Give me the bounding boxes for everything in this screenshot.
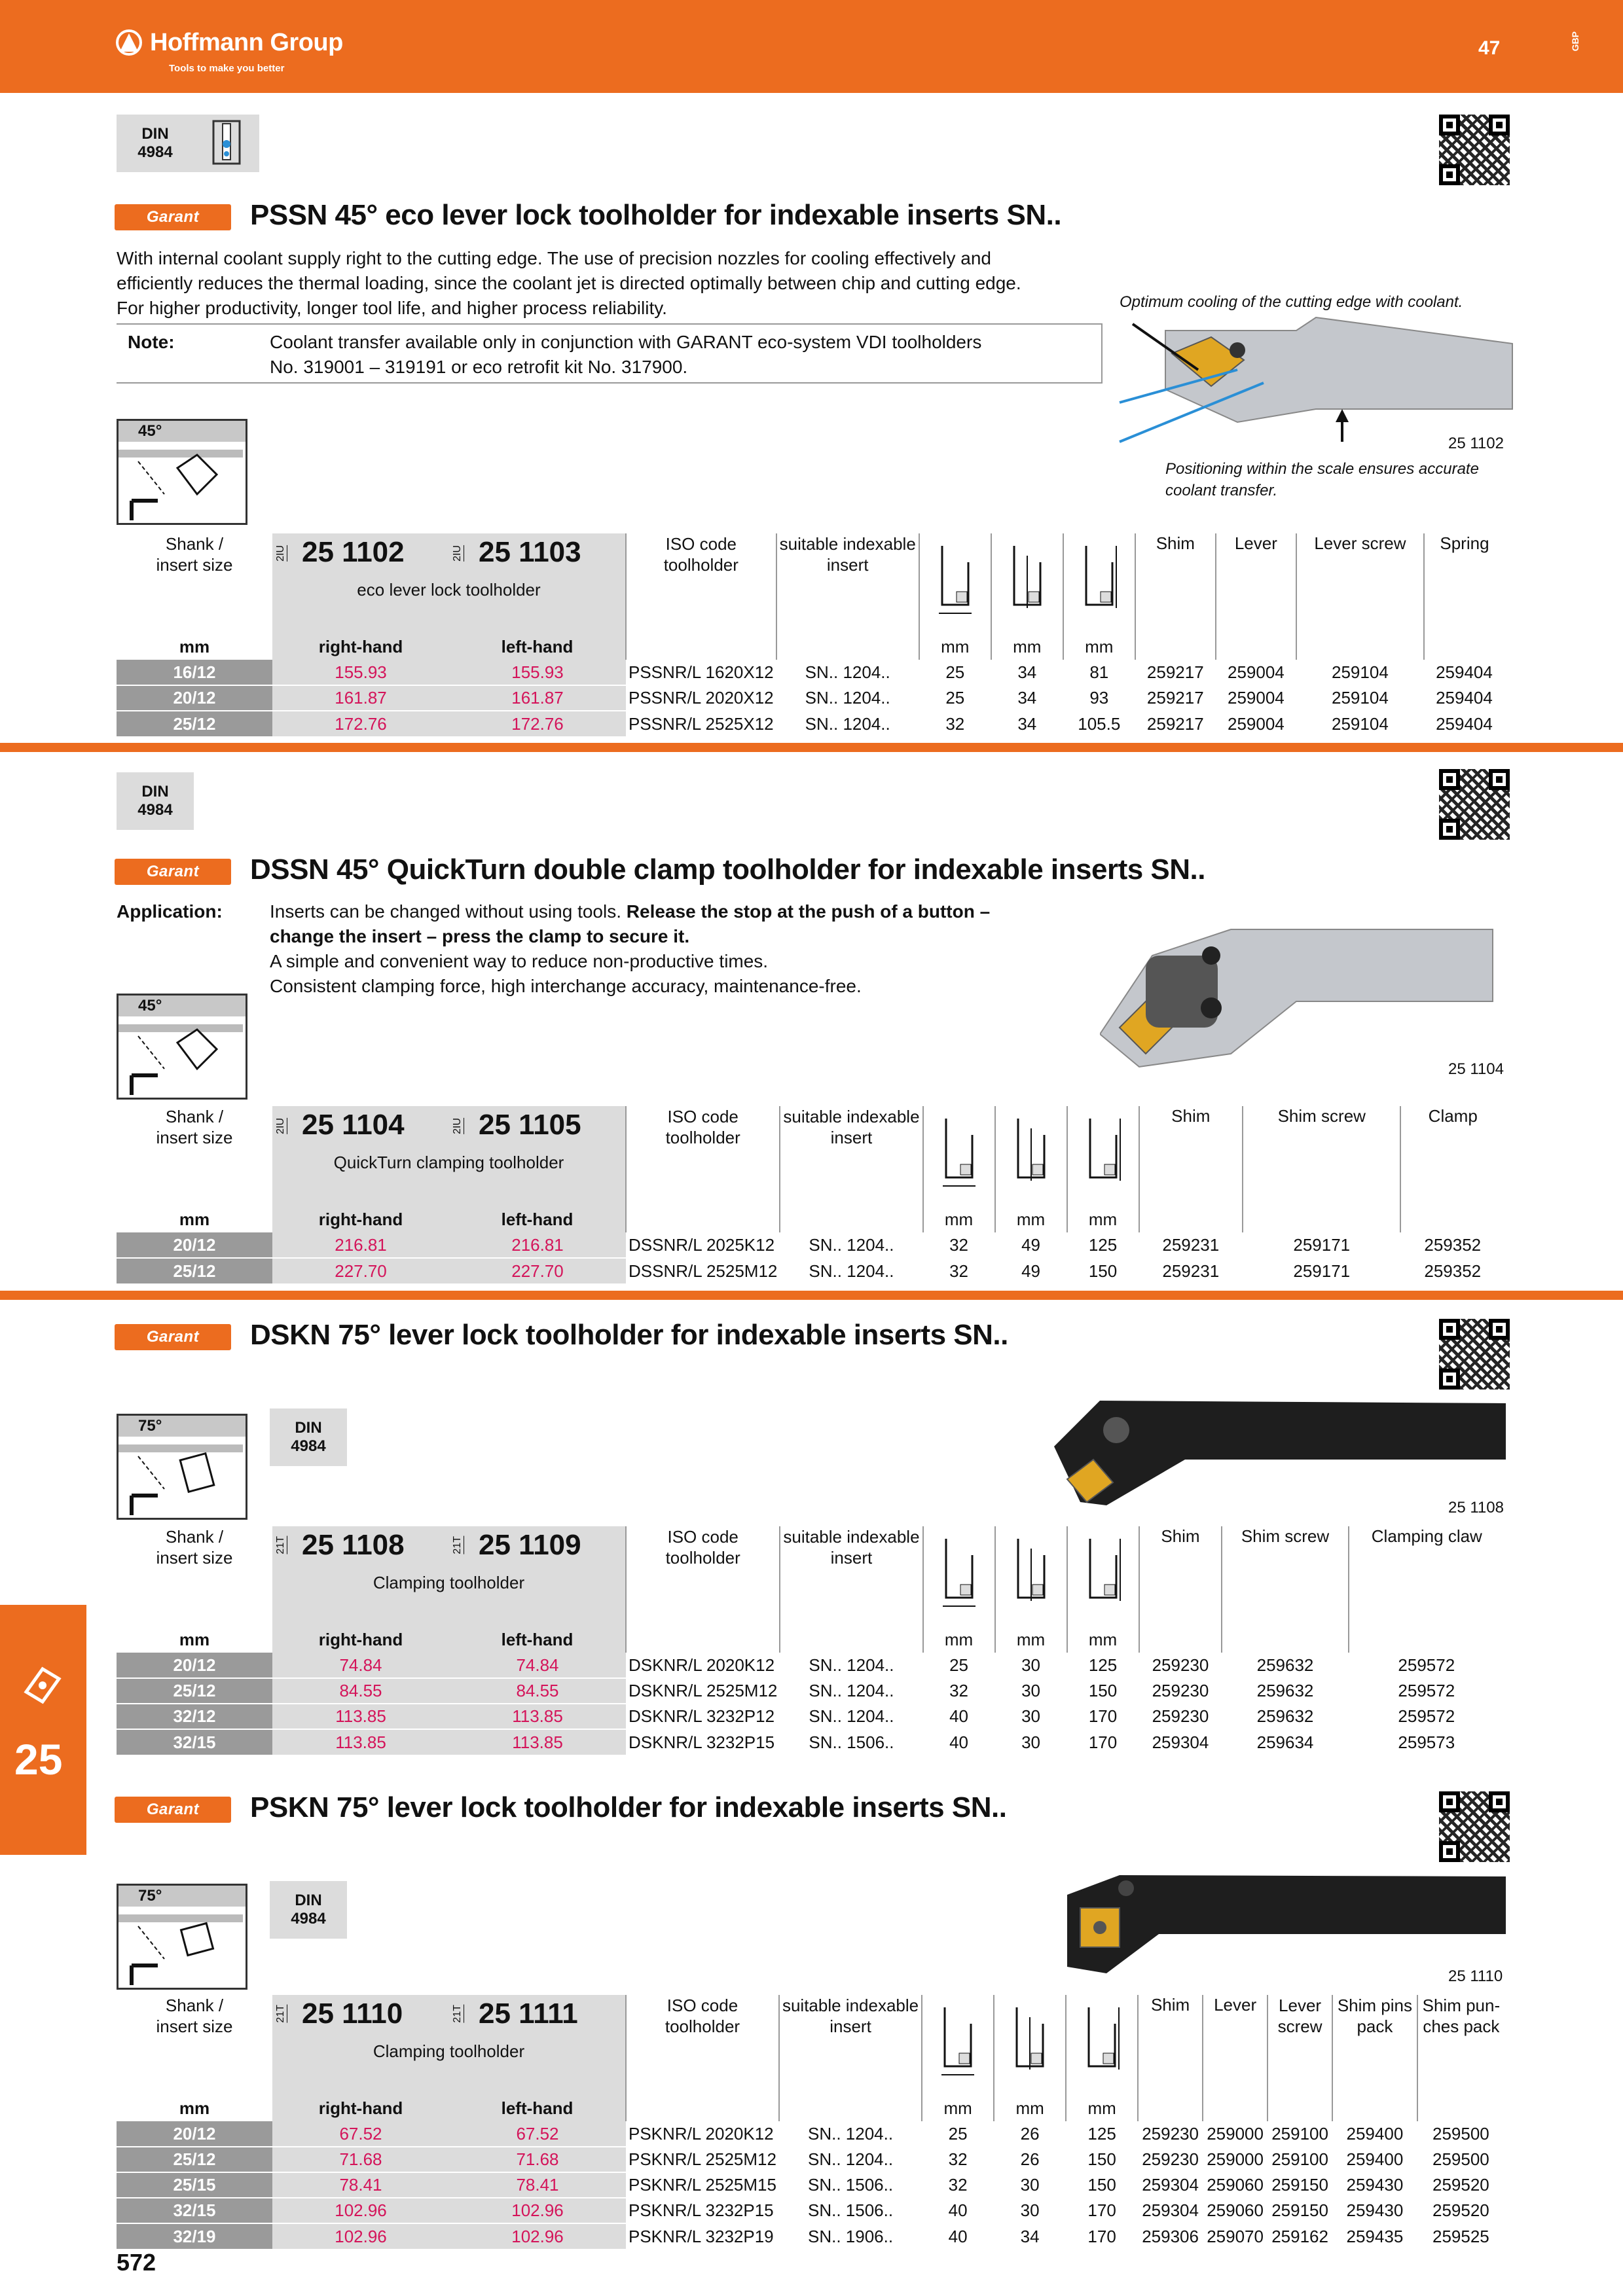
dim-icon-3 [1066,1995,1138,2096]
brand-tagline: Tools to make you better [169,63,285,74]
page-number: 572 [117,2249,156,2276]
angle-diagram [117,1884,247,1990]
table-row[interactable]: 32/15 113.85 113.85 DSKNR/L 3232P15 SN.. 1506.. 40 30 170 259304 259634 259573 [117,1729,1504,1755]
turning-insert-icon [20,1662,65,1708]
chapter-tab[interactable] [0,1605,86,1855]
article-2: 21T 25 1109 [449,1526,626,1564]
approach-angle-icon [119,442,246,523]
garant-badge: Garant [115,204,231,230]
right-hand-label: right-hand [272,634,449,660]
section-title: PSKN 75° lever lock toolholder for indexable inserts SN.. [250,1791,1007,1823]
section-separator [0,1291,1623,1300]
table-row[interactable]: 25/15 78.41 78.41 PSKNR/L 2525M15 SN.. 1506.. 32 30 150 259304 259060 259150 259430 259520 [117,2172,1504,2198]
garant-badge: Garant [115,1324,231,1350]
application-label: Application: [117,901,223,922]
image-caption-bottom: Positioning within the scale ensures accurate coolant transfer. [1165,460,1479,499]
col-lever: Lever [1216,533,1296,634]
article-1: 21T 25 1110 [272,1995,449,2033]
spec-table: Shank / insert size 21T 25 1108 21T 25 1109 ISO code toolholder suitable indexable insert Shim Shim screw Clamping claw Clamping toolholder mm right-hand left-hand mm mm mm 20/12 74.84 74.84 DSKNR/L 2020K12 SN.. 1204.. 25 30 125 259230 259632 259572 25/12 84.55 84.55 DSKNR/L 2525M12 SN.. 1204.. 32 30 150 259230 259632 259572 32/12 113.85 113.85 DSKNR/L 3232P12 SN.. 1204.. 40 30 170 259230 259632 259572 32/15 113.85 113.85 DSKNR/L 3232P15 SN.. 1506.. 40 30 170 259304 259634 259573 [117,1526,1504,1755]
approach-angle-icon [119,1907,246,1988]
language-code: GBP [1570,31,1580,52]
section-title: DSSN 45° QuickTurn double clamp toolholder for indexable inserts SN.. [250,853,1205,886]
spec-table: Shank / insert size 2IU 25 1104 2IU 25 1105 ISO code toolholder suitable indexable insert Shim Shim screw Clamp QuickTurn clamping toolholder mm right-hand left-hand mm mm mm 20/12 216.81 216.81 DSSNR/L 2025K12 SN.. 1204.. 32 49 125 259231 259171 259352 25/12 227.70 227.70 DSSNR/L 2525M12 SN.. 1204.. 32 49 150 259231 259171 259352 [117,1106,1504,1283]
chapter-number: 25 [14,1735,63,1784]
angle-diagram [117,419,247,525]
table-row[interactable]: 20/12 67.52 67.52 PSKNR/L 2020K12 SN.. 1204.. 25 26 125 259230 259000 259100 259400 259500 [117,2121,1504,2147]
angle-label: 45° [119,996,246,1016]
left-hand-label: left-hand [449,634,626,660]
din-badge: DIN 4984 [117,772,194,830]
table-row[interactable]: 20/12 74.84 74.84 DSKNR/L 2020K12 SN.. 1204.. 25 30 125 259230 259632 259572 [117,1653,1504,1678]
article-1: 2IU 25 1104 [272,1106,449,1144]
qr-code-icon[interactable] [1439,1319,1510,1390]
image-ref: 25 1110 [1448,1967,1503,1985]
din-badge: DIN 4984 [270,1881,347,1939]
approach-angle-icon [119,1016,246,1098]
angle-label: 75° [119,1416,246,1437]
col-insert: suitable indexable insert [776,533,919,634]
article-1: 21T 25 1108 [272,1526,449,1564]
dim-icon-1 [919,533,991,634]
image-ref: 25 1108 [1448,1499,1504,1516]
spec-table: Shank / insert size 2IU 25 1102 2IU 25 1103 ISO code toolholder suitable indexable insert Shim Lever Lever screw Spring eco lever lock toolholder mm right-hand left-hand mm mm mm 16/12 155.93 155.93 PSSNR/L 1620X12 SN.. 1204.. 25 34 81 259217 259004 259104 259404 20/12 161.87 161.87 PSSNR/L 2020X12 SN.. 1204.. 25 34 93 259217 259004 259104 259404 25/12 172.76 172.76 PSSNR/L 2525X12 SN.. 1204.. 32 34 105.5 259217 259004 259104 259404 [117,533,1504,736]
qr-code-icon[interactable] [1439,115,1510,185]
note-text: Coolant transfer available only in conjunction with GARANT eco-system VDI toolholders No. 319001 – 319191 or eco retrofit kit No. 317900. [270,332,982,377]
dim-icon-2 [995,1106,1067,1207]
angle-label: 45° [119,421,246,442]
article-description: QuickTurn clamping toolholder [272,1144,626,1181]
coolant-icon [194,115,259,172]
unit-mm: mm [179,637,210,656]
brand-logo[interactable] [115,20,343,65]
application-text: Inserts can be changed without using tools. Release the stop at the push of a button – change the insert – press the clamp to secure it. A simple and convenient way to reduce non-productive times. Consistent clamping force, high interchange accuracy, maintenance-free. [270,901,991,996]
table-row[interactable]: 25/12 227.70 227.70 DSSNR/L 2525M12 SN.. 1204.. 32 49 150 259231 259171 259352 [117,1258,1504,1283]
article-2: 2IU 25 1103 [449,533,626,571]
garant-badge: Garant [115,859,231,885]
qr-code-icon[interactable] [1439,1791,1510,1862]
angle-diagram [117,1414,247,1520]
dim-icon-1 [922,1995,994,2096]
section-title: DSKN 75° lever lock toolholder for indexable inserts SN.. [250,1319,1008,1351]
dim-icon-1 [923,1526,995,1627]
dim-icon-3 [1067,1526,1139,1627]
section-separator [0,743,1623,752]
table-row[interactable]: 20/12 216.81 216.81 DSSNR/L 2025K12 SN.. 1204.. 32 49 125 259231 259171 259352 [117,1232,1504,1258]
section-description: With internal coolant supply right to the cutting edge. The use of precision nozzles for cooling effectively and efficiently reduces the thermal loading, since the coolant jet is directed optimally between chip and cutting edge. For higher productivity, longer tool life, and higher process reliability. [117,248,1021,318]
dim-icon-3 [1067,1106,1139,1207]
image-caption-top: Optimum cooling of the cutting edge with coolant. [1120,293,1463,311]
article-description: eco lever lock toolholder [272,571,626,608]
article-description: Clamping toolholder [272,1564,626,1601]
brand-name: Hoffmann Group [150,28,343,56]
product-image-pskn [1054,1869,1506,1980]
col-shim: Shim [1135,533,1216,634]
article-description: Clamping toolholder [272,2033,626,2070]
article-2: 2IU 25 1105 [449,1106,626,1144]
table-row[interactable]: 32/15 102.96 102.96 PSKNR/L 3232P15 SN.. 1506.. 40 30 170 259304 259060 259150 259430 259520 [117,2198,1504,2223]
qr-code-icon[interactable] [1439,769,1510,840]
table-row[interactable]: 32/12 113.85 113.85 DSKNR/L 3232P12 SN.. 1204.. 40 30 170 259230 259632 259572 [117,1704,1504,1729]
angle-label: 75° [119,1886,246,1907]
note-label: Note: [128,332,175,352]
hoffmann-logo-icon [115,28,143,57]
col-spring: Spring [1424,533,1504,634]
article-2: 21T 25 1111 [449,1995,626,2033]
angle-diagram [117,994,247,1100]
dim-icon-2 [994,1995,1066,2096]
catalog-page-ref: 47 [1478,37,1501,59]
col-iso: ISO code toolholder [626,533,776,634]
dim-icon-2 [995,1526,1067,1627]
product-image-dskn [1054,1394,1506,1505]
product-image-dssn [1100,916,1506,1073]
din-badge: DIN 4984 [117,115,194,172]
table-row[interactable]: 25/12 84.55 84.55 DSKNR/L 2525M12 SN.. 1204.. 32 30 150 259230 259632 259572 [117,1678,1504,1704]
table-row[interactable]: 16/12 155.93 155.93 PSSNR/L 1620X12 SN.. 1204.. 25 34 81 259217 259004 259104 259404 [117,660,1504,685]
article-1: 2IU 25 1102 [272,533,449,571]
table-row[interactable]: 32/19 102.96 102.96 PSKNR/L 3232P19 SN.. 1906.. 40 34 170 259306 259070 259162 259435 259525 [117,2223,1504,2249]
image-ref: 25 1104 [1448,1060,1504,1078]
dim-icon-2 [991,533,1063,634]
col-lever-screw: Lever screw [1296,533,1424,634]
dim-icon-3 [1063,533,1135,634]
dim-icon-1 [923,1106,995,1207]
section-title: PSSN 45° eco lever lock toolholder for indexable inserts SN.. [250,199,1062,231]
col-shank: Shank / insert size [156,534,233,575]
spec-table: Shank / insert size 21T 25 1110 21T 25 1111 ISO code toolholder suitable indexable insert Shim Lever Lever screw Shim pins pack Shim pun- ches pack Clamping toolholder mm right-hand left-hand mm mm mm 20/12 67.52 67.52 PSKNR/L 2020K12 SN.. 1204.. 25 26 125 259230 259000 259100 259400 259500 25/12 71.68 71.68 PSKNR/L 2525M12 SN.. 1204.. 32 26 150 259230 259000 259100 259400 259500 25/15 78.41 78.41 PSKNR/L 2525M15 SN.. 1506.. 32 30 150 259304 259060 259150 259430 259520 32/15 102.96 102.96 PSKNR/L 3232P15 SN.. 1506.. 40 30 170 259304 259060 259150 259430 259520 32/19 102.96 102.96 PSKNR/L 3232P19 SN.. 1906.. 40 34 170 259306 259070 259162 259435 259525 [117,1995,1504,2249]
table-row[interactable]: 25/12 172.76 172.76 PSSNR/L 2525X12 SN.. 1204.. 32 34 105.5 259217 259004 259104 259404 [117,711,1504,736]
garant-badge: Garant [115,1797,231,1823]
table-row[interactable]: 25/12 71.68 71.68 PSKNR/L 2525M12 SN.. 1204.. 32 26 150 259230 259000 259100 259400 259500 [117,2147,1504,2172]
image-ref: 25 1102 [1448,435,1504,452]
approach-angle-icon [119,1437,246,1518]
din-badge: DIN 4984 [270,1408,347,1466]
table-row[interactable]: 20/12 161.87 161.87 PSSNR/L 2020X12 SN.. 1204.. 25 34 93 259217 259004 259104 259404 [117,685,1504,711]
